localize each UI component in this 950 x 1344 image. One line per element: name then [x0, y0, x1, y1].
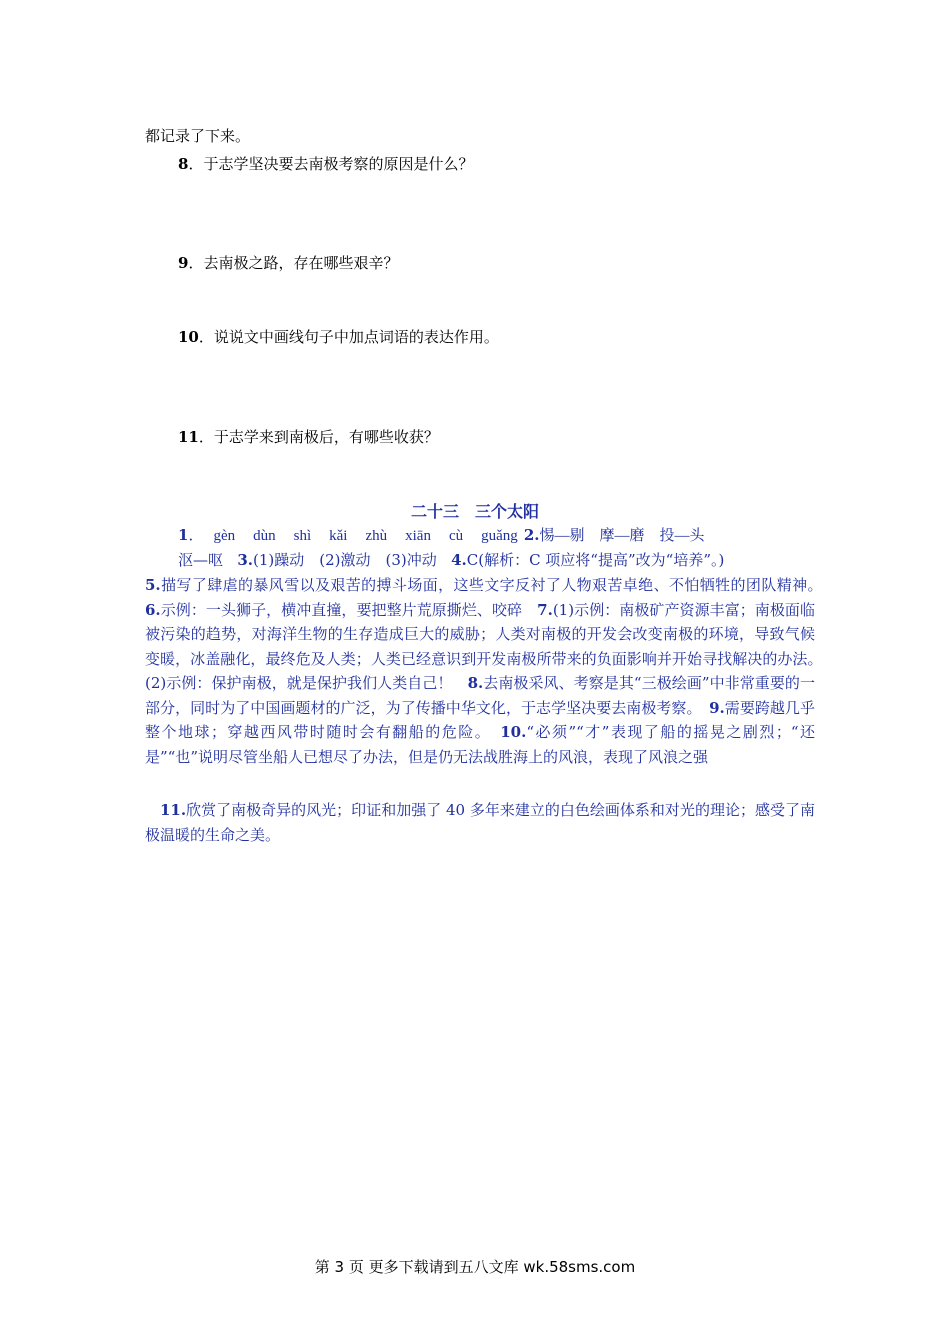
question-number: 8	[178, 155, 189, 173]
pinyin-item: gèn	[213, 528, 236, 544]
continuation-text: 都记录了下来。	[145, 127, 251, 145]
pinyin-item: zhù	[365, 528, 388, 544]
question-text: ．于志学来到南极后，有哪些收获？	[198, 428, 439, 446]
pinyin-item: shì	[293, 528, 312, 544]
answer-text: 惕—剔 摩—磨 投—头	[539, 528, 705, 544]
answer-number: 1	[178, 526, 189, 544]
answer-line-1: 1． gèn dùn shì kǎi zhù xiān cù guǎng 2.惕—剔 摩—磨 投—头	[178, 526, 705, 544]
answer-number: 3.	[237, 551, 253, 569]
answer-text: 去南极采风、考察是其“三极绘画”中非常重要的一部分，同时为了中国画题材的广泛，为了传播中华文化，于志学坚决要去南极考察。	[145, 674, 815, 717]
answer-section-title: 二十三 三个太阳	[410, 502, 539, 521]
answer-number: 4.	[451, 551, 467, 569]
answer-text: 欣赏了南极奇异的风光；印证和加强了 40 多年来建立的白色绘画体系和对光的理论；感受了南极温暖的生命之美。	[145, 801, 815, 844]
question-10	[178, 325, 499, 349]
answers-5-to-10	[145, 573, 831, 769]
answer-number: 8.	[467, 674, 484, 692]
pinyin-item: xiān	[405, 528, 431, 544]
page-footer: 第 3 页 更多下载请到五八文库 wk.58sms.com	[314, 1258, 636, 1276]
pinyin-item: guǎng	[481, 528, 518, 544]
answer-number: 10.	[500, 723, 527, 741]
answer-text: (1)躁动 (2)激动 (3)冲动	[253, 551, 437, 569]
answer-text: 需要跨越几乎整个地球；穿越西风带时随时会有翻船的危险。	[145, 698, 815, 741]
question-8	[178, 152, 473, 176]
question-11	[178, 425, 439, 449]
question-number: 11	[178, 428, 199, 446]
answer-text: 示例：一头狮子，横冲直撞，要把整片荒原撕烂、咬碎	[160, 600, 523, 619]
question-text: ．说说文中画线句子中加点词语的表达作用。	[198, 328, 499, 346]
question-number: 10	[178, 328, 199, 346]
answer-11	[145, 798, 815, 847]
answer-text: (1)示例：南极矿产资源丰富；南极面临被污染的趋势，对海洋生物的生存造成巨大的威胁；人类对南极的开发会改变南极的环境，导致气候变暖，冰盖融化，最终危及人类；人类已经意识到开发南极所带来的负面影响并开始寻找解决的办法。 (2)示例：保护南极，就是保护我们人类自己！	[145, 600, 831, 692]
answer-number: 2.	[523, 526, 540, 544]
answer-line-2	[178, 548, 724, 572]
answer-number: 7.	[537, 600, 553, 619]
answer-text: 描写了肆虐的暴风雪以及艰苦的搏斗场面，这些文字反衬了人物艰苦卓绝、不怕牺牲的团队精神。	[160, 576, 815, 594]
question-number: 9	[178, 254, 189, 272]
answer-number: 11.	[160, 801, 187, 819]
answer-number: 9.	[709, 698, 725, 717]
answer-text: 沤—呕	[178, 551, 224, 569]
question-9	[178, 251, 398, 275]
answer-text: “必须”“才”表现了船的摇晃之剧烈；“还是”“也”说明尽管坐船人已想尽了办法，但是仍无法战胜海上的风浪，表现了风浪之强	[145, 723, 815, 766]
answer-text: C(解析：C 项应将“提高”改为“培养”。)	[466, 551, 725, 569]
pinyin-item: dùn	[253, 528, 276, 544]
answer-number: 5.	[145, 576, 161, 594]
question-text: ．去南极之路，存在哪些艰辛？	[188, 254, 399, 272]
pinyin-item: kǎi	[329, 528, 348, 544]
answer-number: 6.	[145, 600, 161, 619]
question-text: ．于志学坚决要去南极考察的原因是什么？	[188, 155, 474, 173]
pinyin-item: cù	[448, 528, 464, 544]
